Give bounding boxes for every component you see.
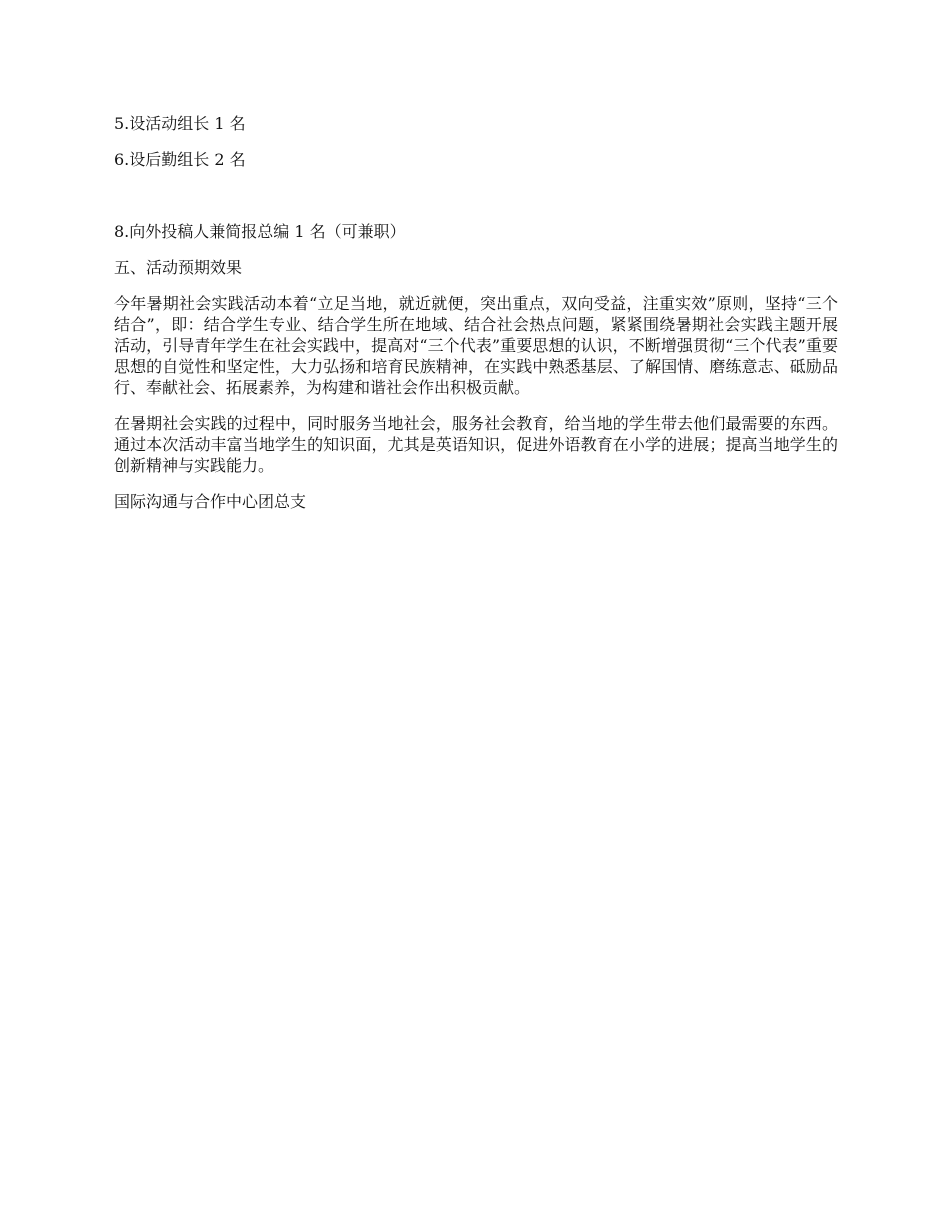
list-item-logistics-leader: 6.设后勤组长 2 名 [114, 150, 246, 169]
paragraph-principles: 今年暑期社会实践活动本着“立足当地，就近就便，突出重点，双向受益，注重实效”原则，坚持“三个结合”，即：结合学生专业、结合学生所在地域、结合社会热点问题，紧紧围绕暑期社会实践主题开展活动，引导青年学生在社会实践中，提高对“三个代表”重要思想的认识，不断增强贯彻“三个代表”重要思想的自觉性和坚定性，大力弘扬和培育民族精神，在实践中熟悉基层、了解国情、磨练意志、砥励品行、奉献社会、拓展素养，为构建和谐社会作出积极贡献。 [114, 294, 838, 397]
list-item-activity-leader: 5.设活动组长 1 名 [114, 114, 246, 133]
signature: 国际沟通与合作中心团总支 [114, 492, 307, 511]
section-heading: 五、活动预期效果 [114, 258, 243, 277]
paragraph-service: 在暑期社会实践的过程中，同时服务当地社会，服务社会教育，给当地的学生带去他们最需要的东西。通过本次活动丰富当地学生的知识面，尤其是英语知识，促进外语教育在小学的进展；提高当地学生的创新精神与实践能力。 [114, 414, 838, 475]
document-body [114, 113, 838, 527]
list-item-contributor-editor: 8.向外投稿人兼简报总编 1 名（可兼职） [114, 222, 406, 241]
